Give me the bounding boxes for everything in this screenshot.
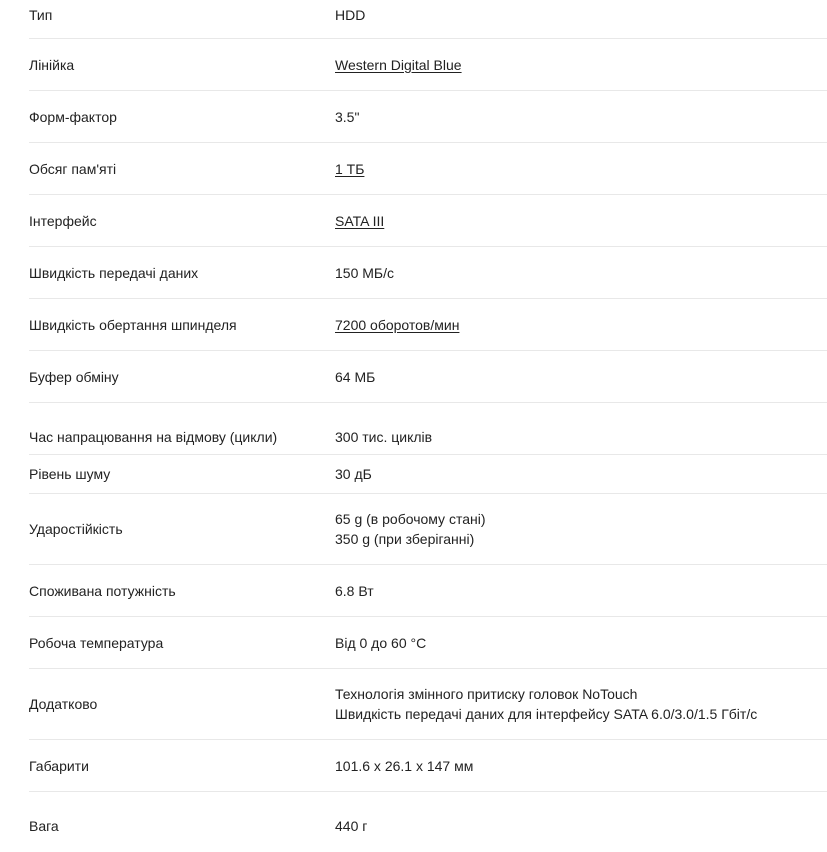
spec-label: Габарити [29,757,89,774]
spec-value-link[interactable]: 7200 оборотов/мин [335,316,460,333]
spec-label: Тип [29,7,53,23]
spec-value-text: 101.6 x 26.1 x 147 мм [335,757,474,774]
spec-value-text: 30 дБ [335,466,372,482]
spec-row [29,91,827,143]
spec-row [29,299,827,351]
spec-value [335,565,827,616]
spec-label: Рівень шуму [29,466,111,482]
spec-value [335,299,827,350]
spec-value [335,617,827,668]
spec-value-text: Швидкість передачі даних для інтерфейсу SATA 6.0/3.0/1.5 Гбіт/с [335,706,758,722]
spec-value [335,0,827,38]
spec-value-text: 440 г [335,818,368,834]
spec-row [29,792,827,852]
spec-row [29,143,827,195]
spec-label: Обсяг пам'яті [29,160,117,177]
spec-value-text: 350 g (при зберіганні) [335,531,475,547]
spec-value-text: Від 0 до 60 °C [335,634,427,651]
spec-label: Час напрацювання на відмову (цикли) [29,428,278,445]
spec-label: Лінійка [29,56,75,73]
spec-value-text: HDD [335,7,366,23]
spec-label: Споживана потужність [29,582,176,599]
spec-value [335,792,827,852]
spec-label: Вага [29,818,59,834]
spec-value-text: 6.8 Вт [335,582,374,599]
spec-label: Швидкість передачі даних [29,264,199,281]
spec-value-link[interactable]: 1 ТБ [335,160,365,177]
spec-value [335,39,827,90]
spec-value-text: 300 тис. циклів [335,428,433,445]
spec-value [335,403,827,454]
spec-value-text: 150 МБ/с [335,264,394,281]
spec-row [29,740,827,792]
spec-value [335,740,827,791]
spec-row [29,39,827,91]
spec-label: Швидкість обертання шпинделя [29,316,237,333]
spec-value-text: 65 g (в робочому стані) [335,511,486,527]
spec-value-text: 3.5" [335,108,360,125]
spec-value [335,669,827,739]
spec-label: Робоча температура [29,634,164,651]
spec-label: Буфер обміну [29,368,119,385]
spec-label: Ударостійкість [29,521,123,537]
spec-row [29,0,827,39]
spec-row [29,494,827,565]
spec-label: Інтерфейс [29,212,97,229]
spec-value-text: Технологія змінного притиску головок NoTouch [335,686,638,702]
spec-row [29,403,827,455]
spec-row [29,195,827,247]
spec-row [29,351,827,403]
spec-row [29,617,827,669]
spec-value [335,247,827,298]
spec-row [29,247,827,299]
spec-value [335,195,827,246]
spec-value-text: 64 МБ [335,368,376,385]
spec-value-link[interactable]: Western Digital Blue [335,56,462,73]
spec-value [335,351,827,402]
spec-value-link[interactable]: SATA III [335,212,385,229]
spec-value [335,143,827,194]
spec-value [335,455,827,493]
spec-row [29,669,827,740]
spec-value [335,494,827,564]
spec-row [29,565,827,617]
spec-value [335,91,827,142]
spec-row [29,455,827,494]
spec-label: Форм-фактор [29,108,117,125]
spec-label: Додатково [29,696,98,712]
